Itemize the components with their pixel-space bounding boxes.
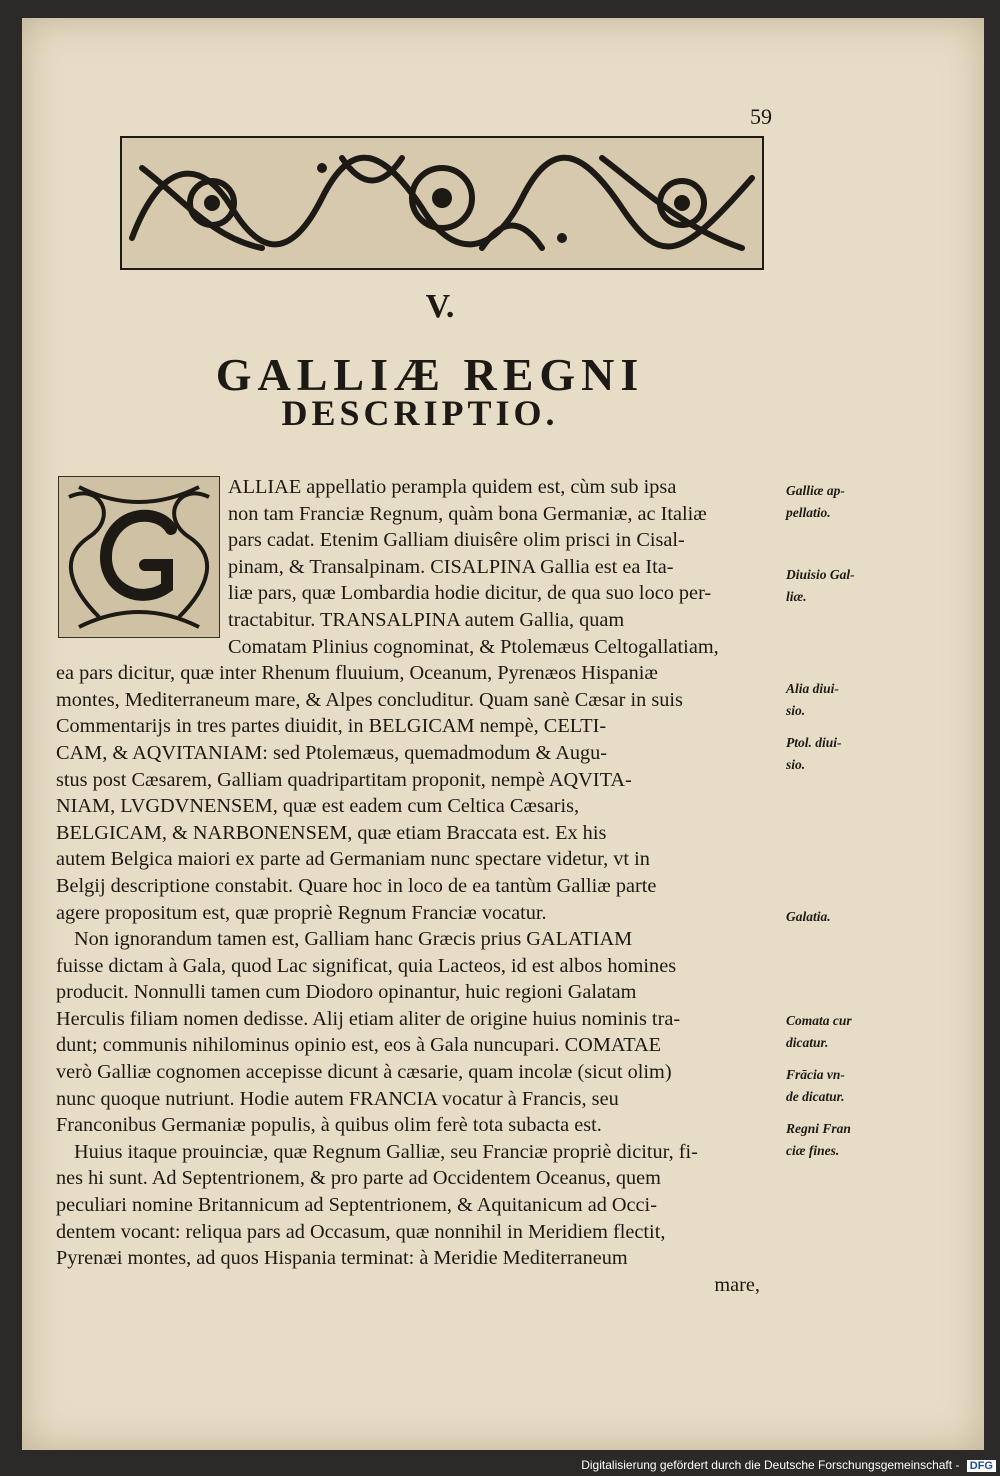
credit-text: Digitalisierung gefördert durch die Deutsche Forschungsgemeinschaft - [581,1458,960,1472]
margin-note: sio. [786,757,806,772]
margin-note: Alia diui- [786,681,839,696]
text-line: autem Belgica maiori ex parte ad Germaniam nunc spectare videtur, vt in [56,848,650,871]
text-line: dunt; communis nihilominus opinio est, eos à Gala nuncupari. COMATAE [56,1034,662,1057]
body-text [56,474,786,1298]
margin-note: ciæ fines. [786,1143,840,1158]
text-line: fuisse dictam à Gala, quod Lac significat, quia Lacteos, id est albos homines [56,954,677,977]
text-line: Herculis filiam nomen dedisse. Alij etiam aliter de origine huius nominis tra- [56,1007,681,1030]
digitization-credit [0,1458,996,1472]
text-line: nes hi sunt. Ad Septentrionem, & pro parte ad Occidentem Oceanus, quem [56,1167,661,1190]
margin-note: Frācia vn- [786,1067,845,1082]
text-line: pinam, & Transalpinam. CISALPINA Gallia est ea Ita- [228,555,674,578]
text-line: tractabitur. TRANSALPINA autem Gallia, quam [228,608,625,631]
dfg-logo: DFG [967,1460,996,1472]
text-line: verò Galliæ cognomen accepisse dicunt à cæsarie, quam incolæ (sicut olim) [56,1061,672,1084]
text-line: Huius itaque prouinciæ, quæ Regnum Galliæ, seu Franciæ propriè dicitur, fi- [74,1140,698,1163]
text-line: Commentarijs in tres partes diuidit, in BELGICAM nempè, CELTI- [56,715,607,738]
margin-note: sio. [786,703,806,718]
margin-note: Ptol. diui- [786,735,842,750]
text-line: producit. Nonnulli tamen cum Diodoro opinantur, huic regioni Galatam [56,981,637,1004]
text-line: ea pars dicitur, quæ inter Rhenum fluuium, Oceanum, Pyrenæos Hispaniæ [56,662,658,685]
margin-note: de dicatur. [786,1089,845,1104]
text-line: CAM, & AQVITANIAM: sed Ptolemæus, quemadmodum & Augu- [56,741,608,764]
text-line: peculiari nomine Britannicum ad Septentrionem, & Aquitanicum ad Occi- [56,1194,657,1217]
text-line: Pyrenæi montes, ad quos Hispania terminat: à Meridie Mediterraneum [56,1247,628,1270]
chapter-subtitle: DESCRIPTIO. [281,393,559,433]
text-line: nunc quoque nutriunt. Hodie autem FRANCIA vocatur à Francis, seu [56,1087,619,1110]
margin-note: Diuisio Gal- [786,567,855,582]
text-line: montes, Mediterraneum mare, & Alpes concluditur. Quam sanè Cæsar in suis [56,688,683,711]
chapter-number: V. [425,288,455,325]
text-line: Belgij descriptione constabit. Quare hoc in loco de ea tantùm Galliæ parte [56,874,657,897]
margin-note: liæ. [786,589,807,604]
text-line: NIAM, LVGDVNENSEM, quæ est eadem cum Celtica Cæsaris, [56,795,580,818]
text-line: pars cadat. Etenim Galliam diuisêre olim prisci in Cisal- [228,529,685,552]
text-line: non tam Franciæ Regnum, quàm bona Germaniæ, ac Italiæ [228,502,707,525]
text-line: stus post Cæsarem, Galliam quadripartitam proponit, nempè AQVITA- [56,768,632,791]
text-line: dentem vocant: reliqua pars ad Occasum, quæ nonnihil in Meridiem flectit, [56,1220,666,1243]
decorative-headpiece [120,136,764,270]
text-line: agere propositum est, quæ propriè Regnum Franciæ vocatur. [56,901,547,924]
margin-note: Comata cur [786,1013,852,1028]
text-line: Franconibus Germaniæ populis, à quibus olim ferè tota subacta est. [56,1114,602,1137]
catchword: mare, [714,1273,760,1296]
text-line: Non ignorandum tamen est, Galliam hanc Græcis prius GALATIAM [74,928,633,951]
margin-note: Regni Fran [786,1121,851,1136]
margin-note: Galliæ ap- [786,483,845,498]
margin-note: pellatio. [786,505,831,520]
text-line: Comatam Plinius cognominat, & Ptolemæus Celtogallatiam, [228,635,719,658]
chapter-title: GALLIÆ REGNI [215,349,645,400]
page-number: 59 [750,104,772,129]
margin-note: Galatia. [786,909,831,924]
text-line: BELGICAM, & NARBONENSEM, quæ etiam Braccata est. Ex his [56,821,607,844]
text-line: ALLIAE appellatio perampla quidem est, cùm sub ipsa [228,476,677,498]
margin-note: dicatur. [786,1035,829,1050]
text-line: liæ pars, quæ Lombardia hodie dicitur, de qua suo loco per- [228,582,712,605]
